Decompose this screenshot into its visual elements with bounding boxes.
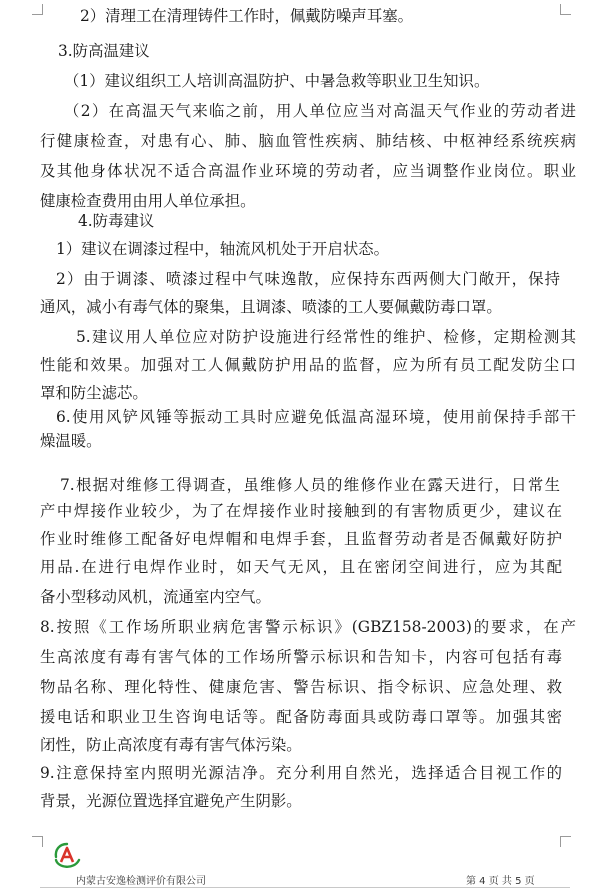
section-heading: 3.防高温建议: [58, 42, 150, 60]
text-line: 性能和效果。加强对工人佩戴防护用品的监督，应为所有员工配发防尘口: [40, 356, 576, 374]
text-line: 作业时维修工配备好电焊帽和电焊手套，且监督劳动者是否佩戴好防护: [40, 530, 562, 548]
footer-divider: [40, 887, 570, 888]
text-line: 及其他身体状况不适合高温作业环境的劳动者，应当调整作业岗位。职业: [40, 162, 576, 180]
text-line: 2）由于调漆、喷漆过程中气味逸散，应保持东西两侧大门敞开，保持: [56, 270, 560, 288]
text-line: 7.根据对维修工得调查，虽维修人员的维修作业在露天进行，日常生: [60, 476, 560, 494]
text-line: 5.建议用人单位应对防护设施进行经常性的维护、检修，定期检测其: [76, 328, 576, 346]
margin-mark-bottom-right: [560, 836, 571, 847]
text-line: 产中焊接作业较少，为了在焊接作业时接触到的有害物质更少，建议在: [40, 502, 562, 520]
section-heading: 4.防毒建议: [78, 212, 155, 230]
footer-company-name: 内蒙古安逸检测评价有限公司: [76, 876, 206, 887]
text-line: （2）在高温天气来临之前，用人单位应当对高温天气作业的劳动者进: [64, 102, 576, 120]
text-line: 援电话和职业卫生咨询电话等。配备防毒面具或防毒口罩等。加强其密: [40, 708, 562, 726]
text-line: 背景，光源位置选择宜避免产生阴影。: [40, 792, 302, 810]
text-line: 6.使用风铲风锤等振动工具时应避免低温高湿环境，使用前保持手部干: [56, 408, 576, 426]
text-line: 罩和防尘滤芯。: [40, 384, 148, 402]
text-line: 燥温暖。: [40, 432, 102, 450]
text-line: 健康检查费用由用人单位承担。: [40, 192, 256, 210]
margin-mark-top-right: [560, 4, 571, 15]
text-line: 闭性，防止高浓度有毒有害气体污染。: [40, 736, 302, 754]
margin-mark-bottom-left: [32, 836, 43, 847]
logo-green-swoosh: [56, 860, 79, 867]
text-line: 2）清理工在清理铸件工作时，佩戴防噪声耳塞。: [80, 7, 413, 25]
text-line: 生高浓度有毒有害气体的工作场所警示标识和告知卡，内容可包括有毒: [40, 648, 562, 666]
text-line: 用品.在进行电焊作业时，如天气无风，且在密闭空间进行，应为其配: [40, 558, 562, 576]
text-line: 通风，减小有毒气体的聚集，且调漆、喷漆的工人要佩戴防毒口罩。: [40, 298, 502, 316]
company-logo-icon: [52, 840, 82, 872]
text-line: 9.注意保持室内照明光源洁净。充分利用自然光，选择适合目视工作的: [40, 764, 562, 782]
text-line: 备小型移动风机，流通室内空气。: [40, 588, 271, 606]
text-line: （1）建议组织工人培训高温防护、中暑急救等职业卫生知识。: [64, 72, 490, 90]
text-line: 1）建议在调漆过程中，轴流风机处于开启状态。: [56, 240, 389, 258]
text-line: 物品名称、理化特性、健康危害、警告标识、指令标识、应急处理、救: [40, 678, 562, 696]
logo-red-mark: [61, 848, 73, 862]
margin-mark-top-left: [32, 4, 43, 15]
text-line: 8.按照《工作场所职业病危害警示标识》(GBZ158-2003)的要求，在产: [40, 618, 576, 636]
footer-page-number: 第 4 页 共 5 页: [466, 876, 535, 887]
text-line: 行健康检查，对患有心、肺、脑血管性疾病、肺结核、中枢神经系统疾病: [40, 132, 576, 150]
